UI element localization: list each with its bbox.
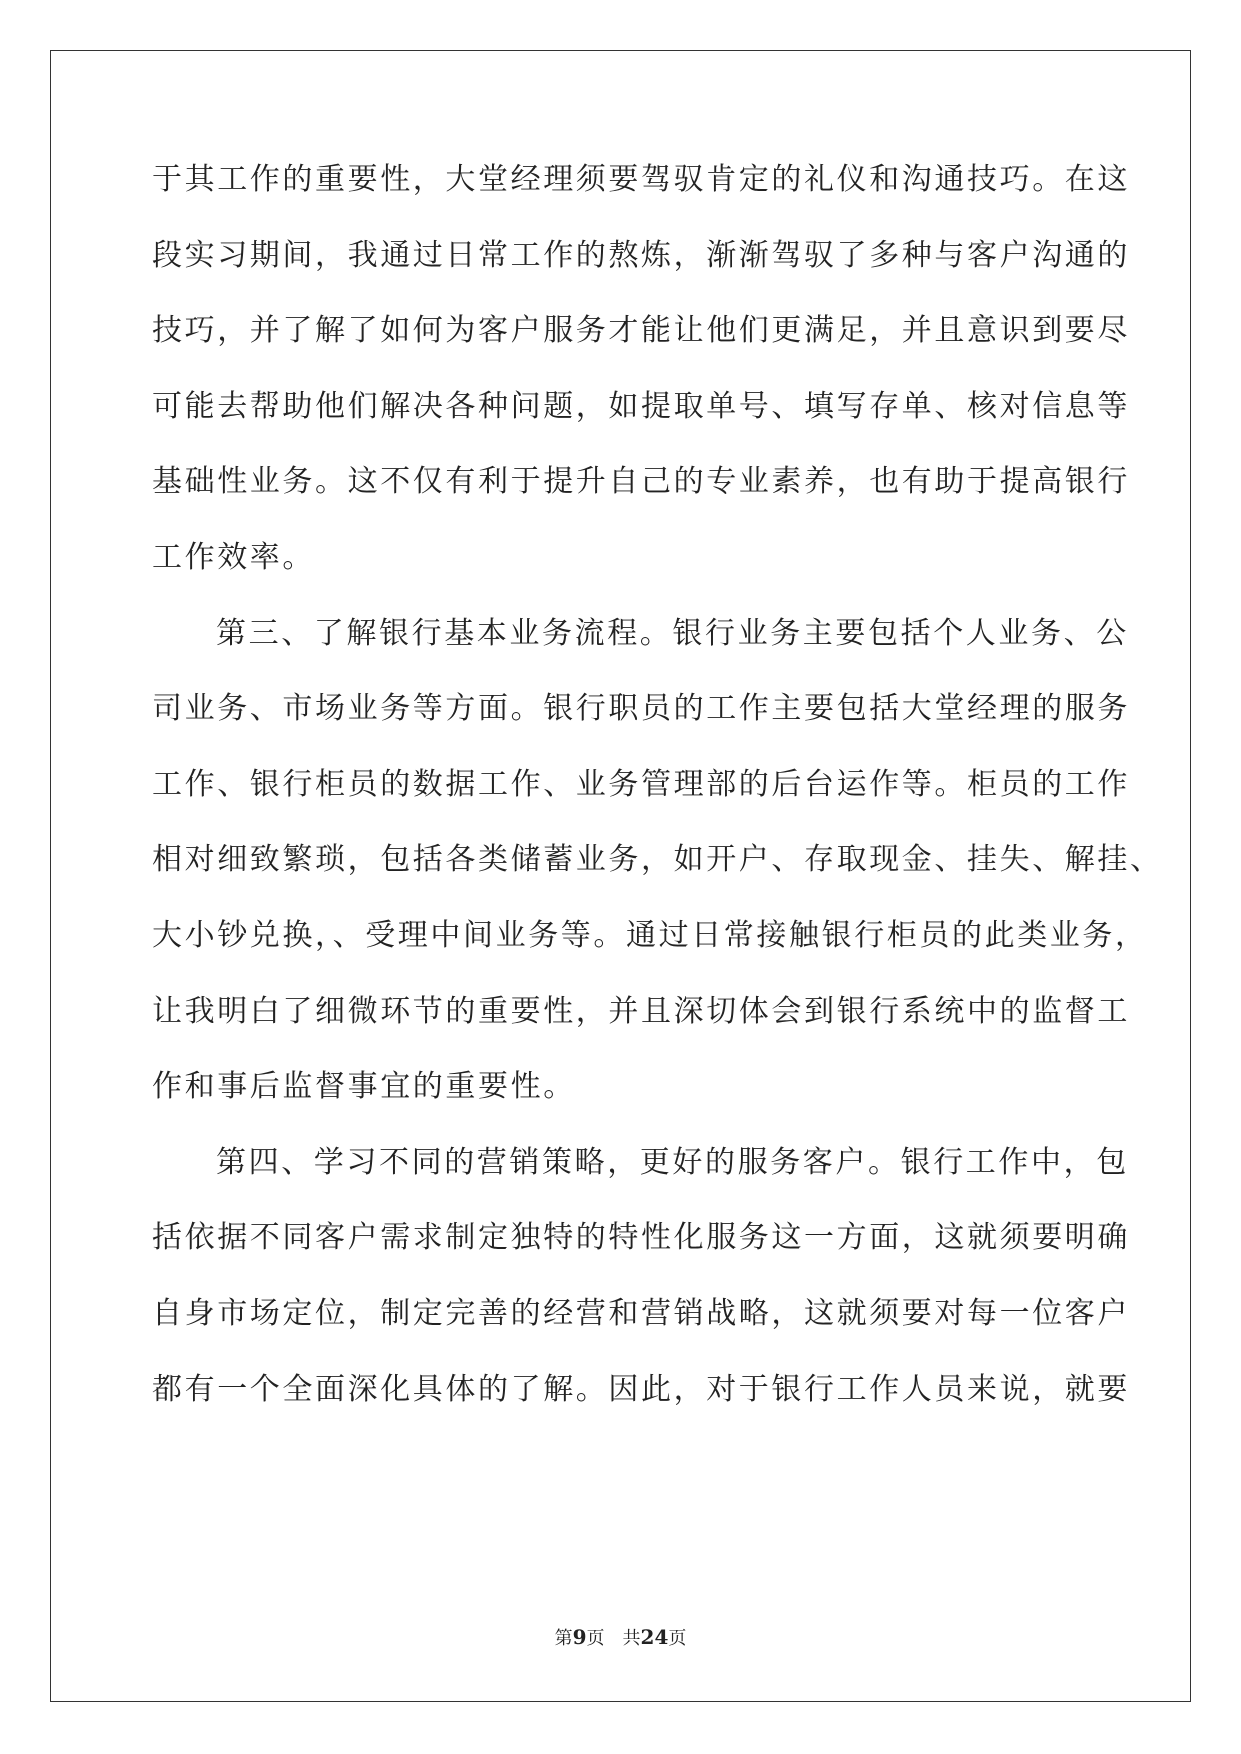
page-suffix: 页: [586, 1628, 605, 1649]
text-line: 工作、银行柜员的数据工作、业务管理部的后台运作等。柜员的工作: [152, 766, 1130, 802]
text-line: 可能去帮助他们解决各种问题，如提取单号、填写存单、核对信息等: [152, 388, 1130, 424]
text-line: 于其工作的重要性，大堂经理须要驾驭肯定的礼仪和沟通技巧。在这: [152, 162, 1130, 197]
text-line-indented: 第四、学习不同的营销策略，更好的服务客户。银行工作中，包: [216, 1144, 1129, 1180]
page-number: 9: [572, 1625, 587, 1649]
text-line: 都有一个全面深化具体的了解。因此，对于银行工作人员来说，就要: [152, 1371, 1130, 1407]
page-prefix: 第: [554, 1628, 573, 1649]
text-line: 基础性业务。这不仅有利于提升自己的专业素养，也有助于提高银行: [152, 464, 1130, 500]
text-line: 段实习期间，我通过日常工作的熬炼，渐渐驾驭了多种与客户沟通的: [152, 237, 1130, 273]
text-line: 括依据不同客户需求制定独特的特性化服务这一方面，这就须要明确: [152, 1220, 1130, 1256]
total-prefix: 共: [622, 1628, 641, 1649]
body-text: [152, 160, 1163, 1445]
text-line: 让我明白了细微环节的重要性，并且深切体会到银行系统中的监督工: [152, 993, 1130, 1029]
text-line: 作和事后监督事宜的重要性。: [152, 1069, 576, 1105]
text-line: 工作效率。: [152, 539, 315, 575]
text-line: 大小钞兑换，、受理中间业务等。通过日常接触银行柜员的此类业务，: [152, 917, 1148, 953]
text-line: 司业务、市场业务等方面。银行职员的工作主要包括大堂经理的服务: [152, 691, 1130, 727]
page-footer: [0, 1624, 1241, 1650]
total-suffix: 页: [668, 1628, 687, 1649]
text-line: 自身市场定位，制定完善的经营和营销战略，这就须要对每一位客户: [152, 1295, 1130, 1331]
text-line: 相对细致繁琐，包括各类储蓄业务，如开户、存取现金、挂失、解挂、: [152, 842, 1163, 878]
text-line: 技巧，并了解了如何为客户服务才能让他们更满足，并且意识到要尽: [152, 313, 1130, 349]
total-pages: 24: [640, 1625, 669, 1649]
text-line-indented: 第三、了解银行基本业务流程。银行业务主要包括个人业务、公: [216, 615, 1129, 651]
